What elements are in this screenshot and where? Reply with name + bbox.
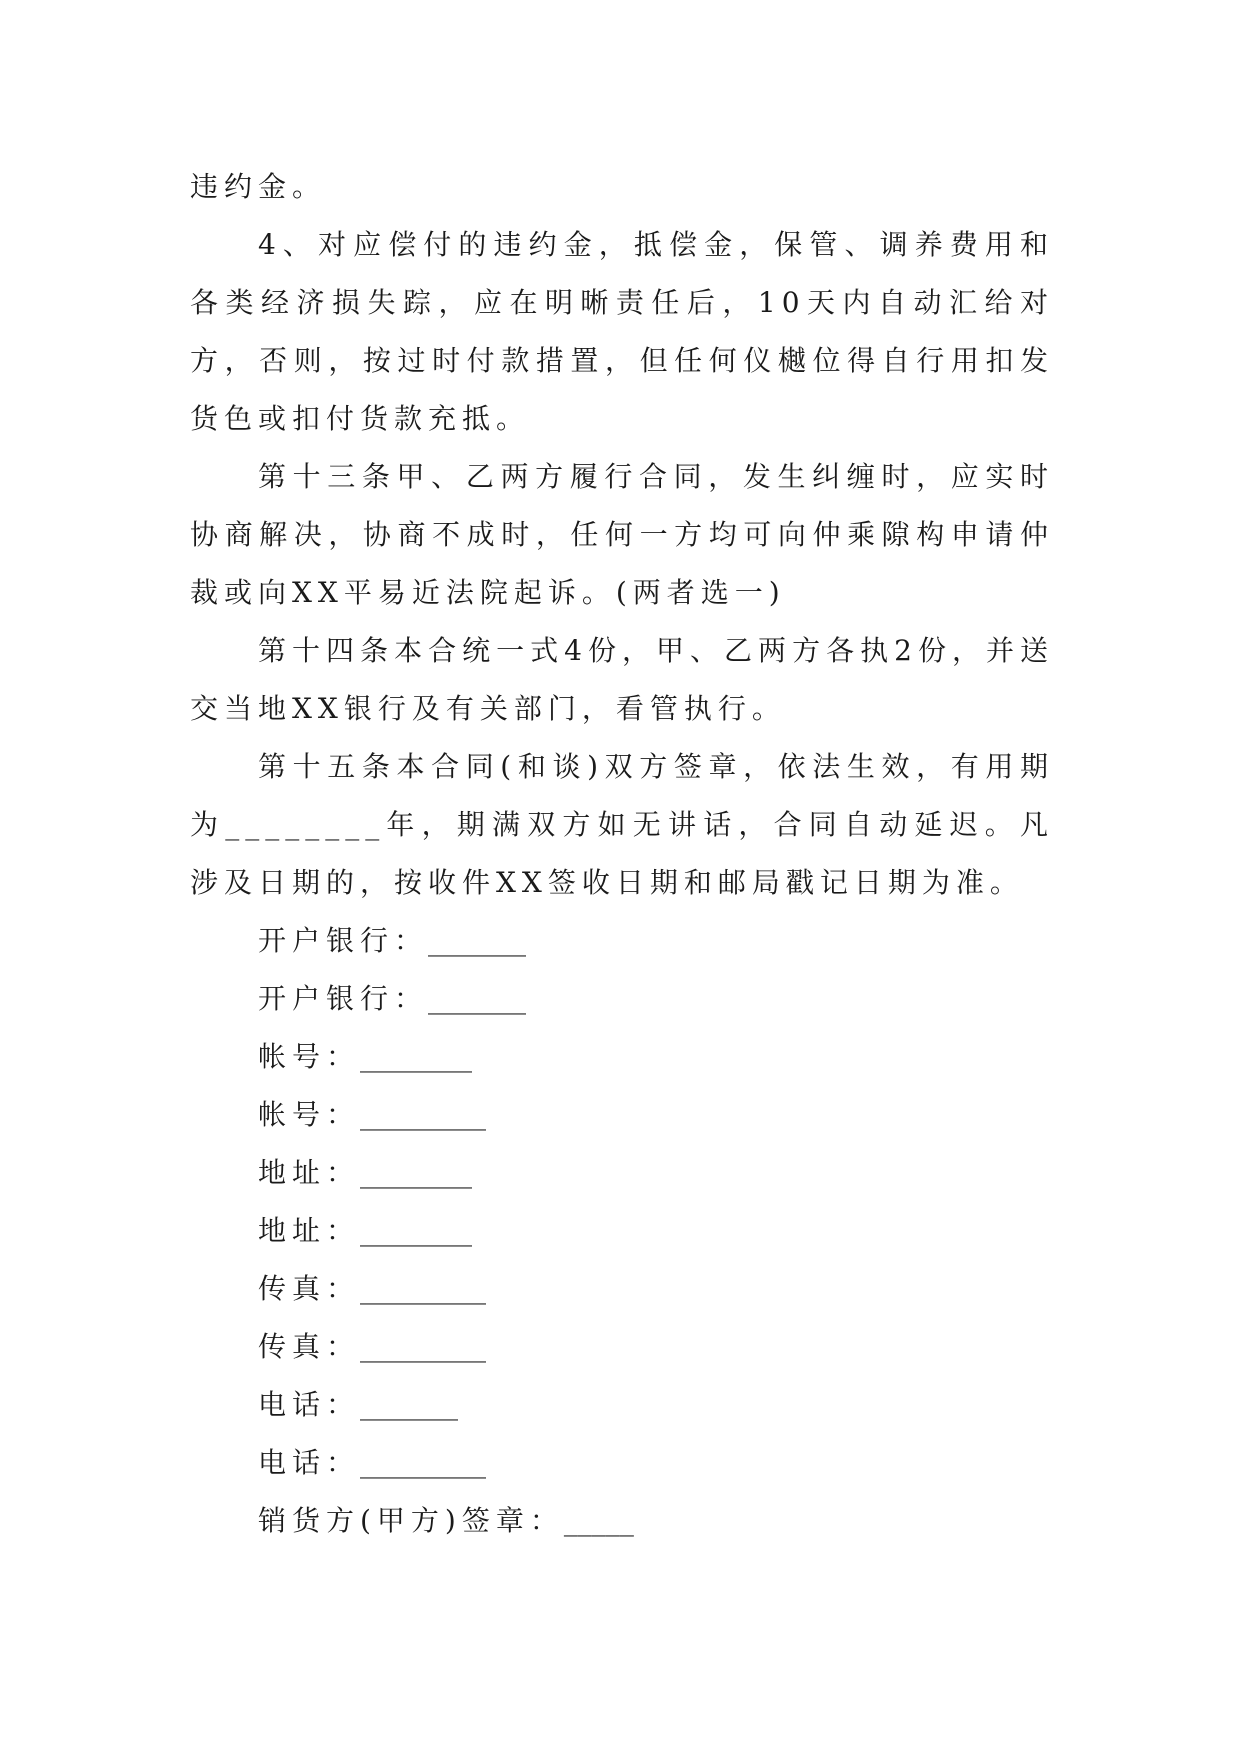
field-account-2 <box>190 1086 1054 1144</box>
document-body <box>190 158 1054 1550</box>
paragraph-penalty-end: 违约金。 <box>190 170 327 203</box>
field-label: 销货方(甲方)签章： <box>258 1504 564 1537</box>
field-bank-2 <box>190 970 1054 1028</box>
field-blank: _______ <box>360 1388 459 1421</box>
field-fax-2 <box>190 1318 1054 1376</box>
field-blank: _________ <box>360 1446 487 1479</box>
field-label: 开户银行： <box>258 924 429 957</box>
field-fax-1 <box>190 1260 1054 1318</box>
field-blank: _________ <box>360 1272 487 1305</box>
field-label: 传真： <box>258 1272 361 1305</box>
field-blank: ________ <box>360 1156 473 1189</box>
field-label: 帐号： <box>258 1098 361 1131</box>
field-label: 帐号： <box>258 1040 361 1073</box>
field-phone-2 <box>190 1434 1054 1492</box>
field-label: 传真： <box>258 1330 361 1363</box>
field-seller-signature <box>190 1492 1054 1550</box>
field-bank-1 <box>190 912 1054 970</box>
field-phone-1 <box>190 1376 1054 1434</box>
field-address-1 <box>190 1144 1054 1202</box>
paragraph-article-14: 第十四条本合统一式4份，甲、乙两方各执2份，并送交当地XX银行及有关部门，看管执行。 <box>190 634 1054 725</box>
field-label: 电话： <box>258 1388 361 1421</box>
field-label: 地址： <box>258 1214 361 1247</box>
paragraph-article-15: 第十五条本合同(和谈)双方签章，依法生效，有用期为________年，期满双方如无讲话，合同自动延迟。凡涉及日期的，按收件XX签收日期和邮局戳记日期为准。 <box>190 750 1054 899</box>
paragraph-clause-4: 4、对应偿付的违约金，抵偿金，保管、调养费用和各类经济损失踪，应在明晰责任后，10天内自动汇给对方，否则，按过时付款措置，但任何仪樾位得自行用扣发货色或扣付货款充抵。 <box>190 228 1054 435</box>
field-account-1 <box>190 1028 1054 1086</box>
field-label: 开户银行： <box>258 982 429 1015</box>
paragraph-article-13: 第十三条甲、乙两方履行合同，发生纠缠时，应实时协商解决，协商不成时，任何一方均可向仲乘隙构申请仲裁或向XX平易近法院起诉。(两者选一) <box>190 460 1054 609</box>
field-blank: _________ <box>360 1098 487 1131</box>
field-blank: _________ <box>360 1330 487 1363</box>
field-blank: _______ <box>428 924 527 957</box>
field-blank: ________ <box>360 1040 473 1073</box>
field-blank: _______ <box>428 982 527 1015</box>
field-label: 电话： <box>258 1446 361 1479</box>
field-blank: ________ <box>360 1214 473 1247</box>
field-blank: _____ <box>563 1504 634 1537</box>
field-label: 地址： <box>258 1156 361 1189</box>
field-address-2 <box>190 1202 1054 1260</box>
